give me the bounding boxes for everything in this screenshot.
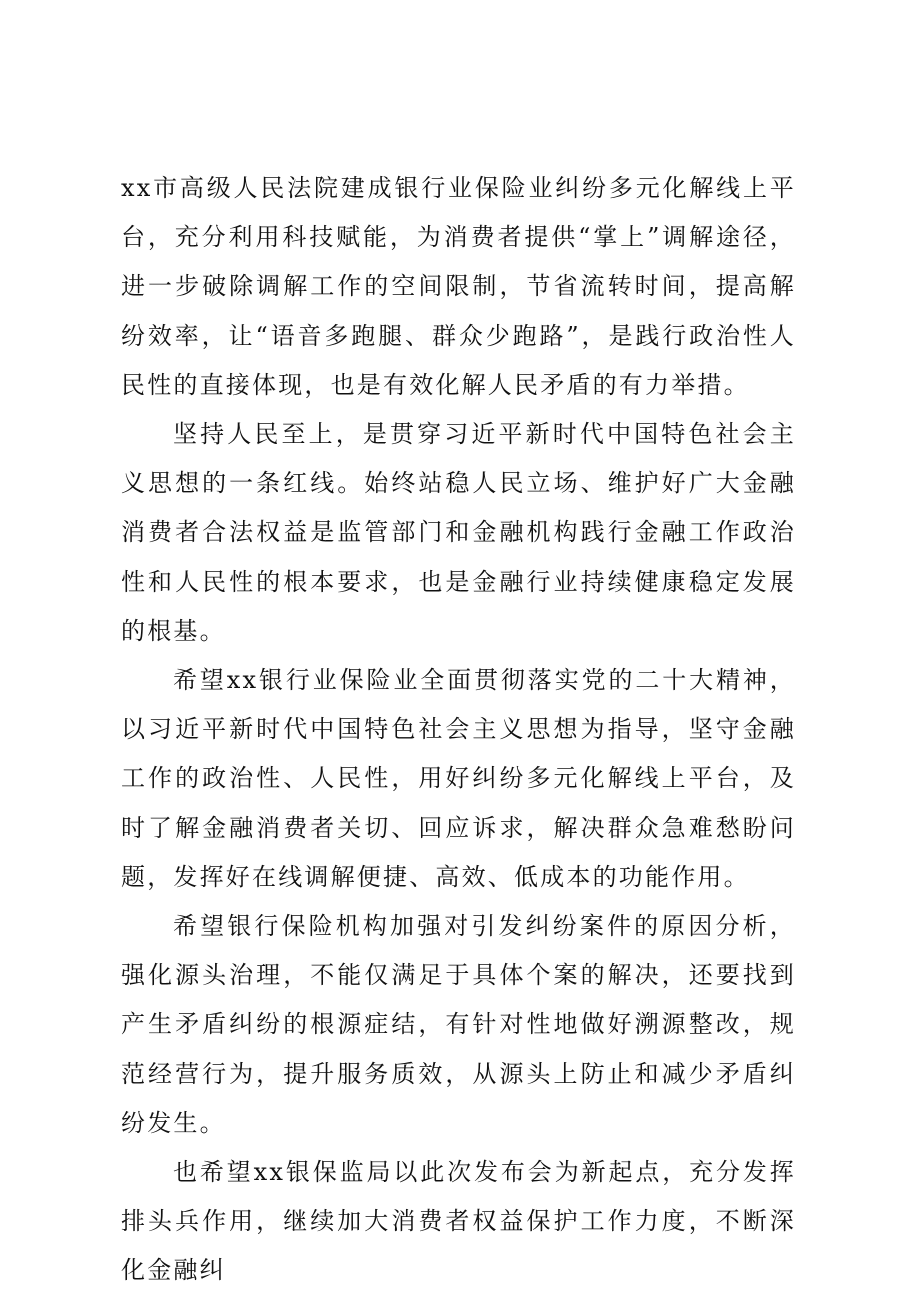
paragraph-3: 希望xx银行业保险业全面贯彻落实党的二十大精神，以习近平新时代中国特色社会主义思想为指导，坚守金融工作的政治性、人民性，用好纠纷多元化解线上平台，及时了解金融消费者关切、回应诉求，解决群众急难愁盼问题，发挥好在线调解便捷、高效、低成本的功能作用。 <box>121 666 796 891</box>
paragraph-1: xx市高级人民法院建成银行业保险业纠纷多元化解线上平台，充分利用科技赋能，为消费者提供“掌上”调解途径，进一步破除调解工作的空间限制，节省流转时间，提高解纷效率，让“语音多跑腿、群众少跑路”，是践行政治性人民性的直接体现，也是有效化解人民矛盾的有力举措。 <box>121 174 796 399</box>
paragraph-4: 希望银行保险机构加强对引发纠纷案件的原因分析，强化源头治理，不能仅满足于具体个案的解决，还要找到产生矛盾纠纷的根源症结，有针对性地做好溯源整改，规范经营行为，提升服务质效，从源头上防止和减少矛盾纠纷发生。 <box>121 912 796 1137</box>
document-body <box>121 164 796 1296</box>
paragraph-5: 也希望xx银保监局以此次发布会为新起点，充分发挥排头兵作用，继续加大消费者权益保护工作力度，不断深化金融纠 <box>121 1158 796 1285</box>
paragraph-2: 坚持人民至上，是贯穿习近平新时代中国特色社会主义思想的一条红线。始终站稳人民立场、维护好广大金融消费者合法权益是监管部门和金融机构践行金融工作政治性和人民性的根本要求，也是金融行业持续健康稳定发展的根基。 <box>121 420 796 645</box>
